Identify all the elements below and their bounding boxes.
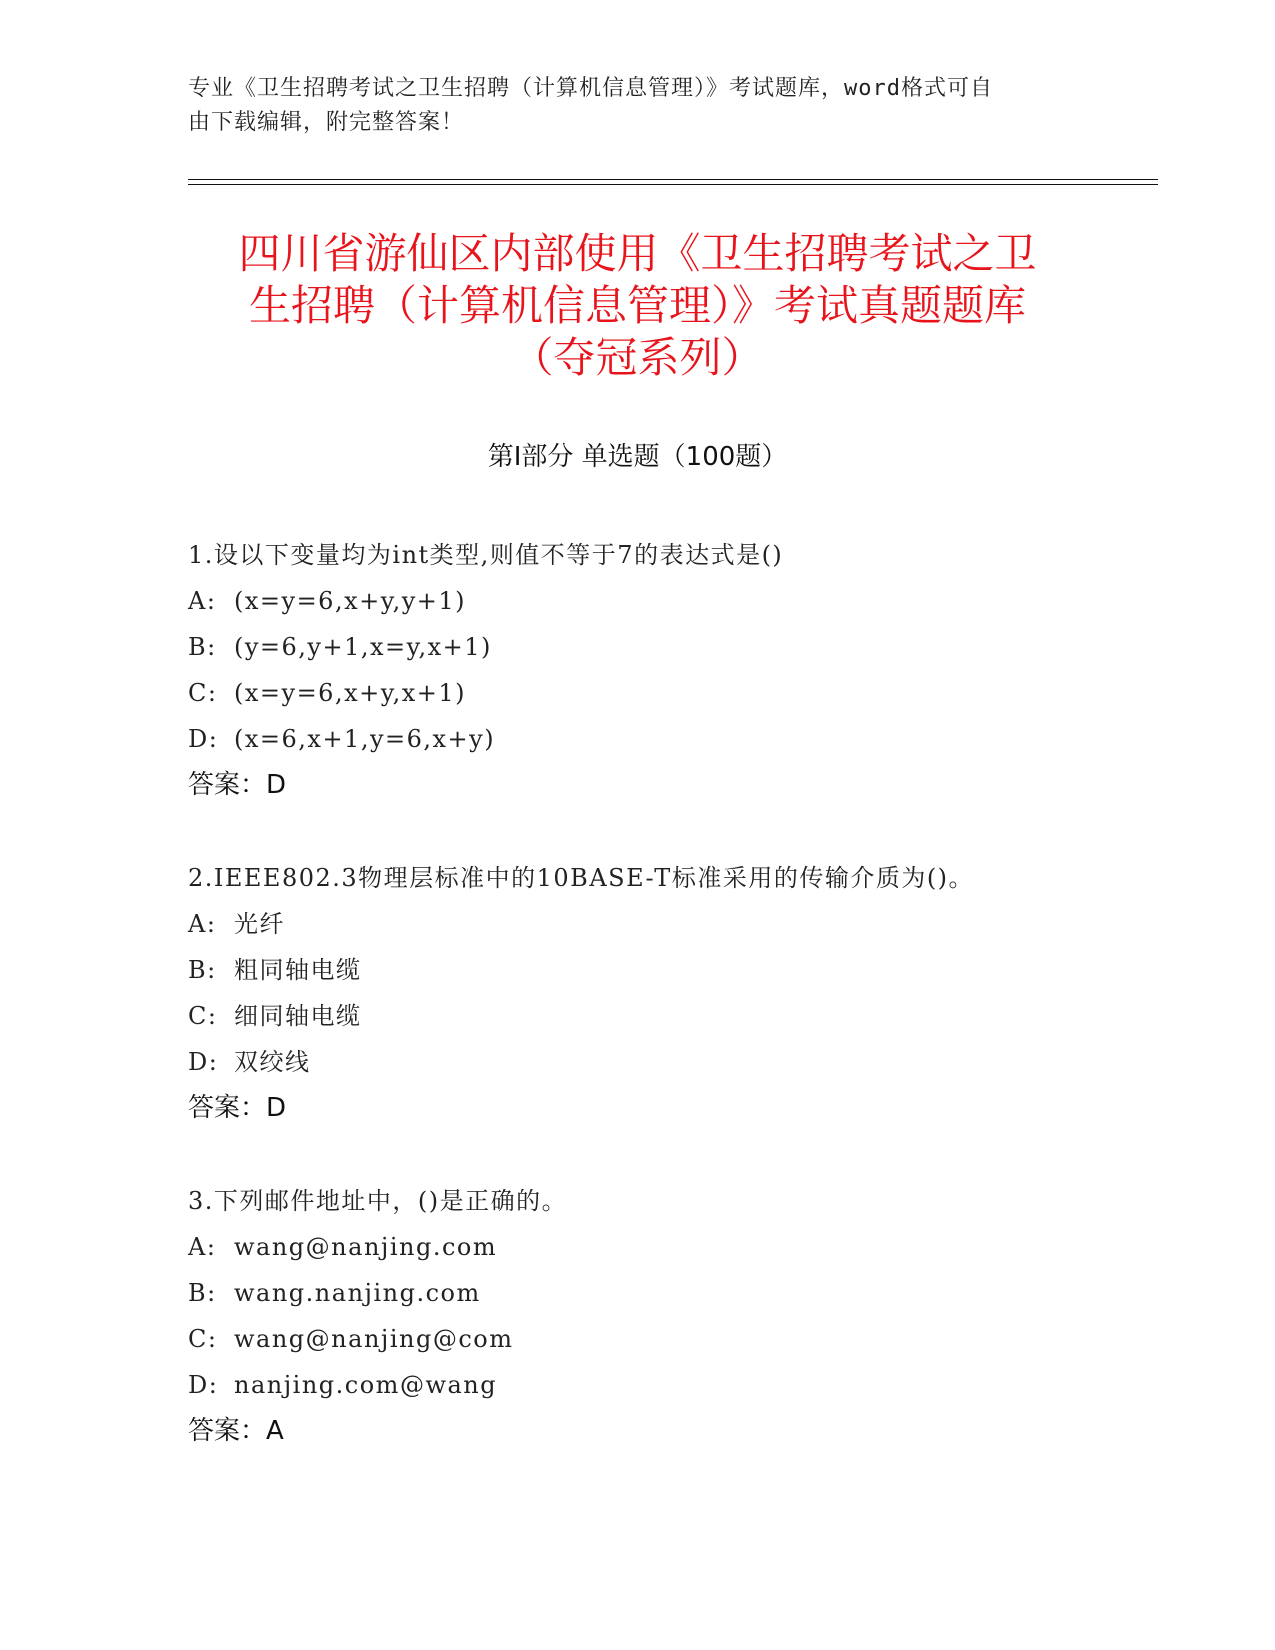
option-text: (x=y=6,x+y,y+1) <box>234 587 467 615</box>
option-key: B: <box>188 1279 217 1307</box>
document-title-line-3: （夺冠系列） <box>511 333 764 382</box>
question-stem: 3.下列邮件地址中，()是正确的。 <box>188 1187 568 1215</box>
answer: 答案：D <box>188 1093 287 1123</box>
option-text: wang.nanjing.com <box>234 1279 481 1307</box>
answer: 答案：A <box>188 1416 284 1446</box>
option-text: 光纤 <box>234 910 285 938</box>
option-text: (y=6,y+1,x=y,x+1) <box>234 633 492 661</box>
option-key: C: <box>188 1325 218 1353</box>
option-key: D: <box>188 725 219 753</box>
option-text: nanjing.com@wang <box>234 1371 498 1399</box>
document-title-line-2: 生招聘（计算机信息管理）》考试真题题库 <box>248 281 1026 330</box>
option-key: A: <box>188 1233 217 1261</box>
option-d <box>188 1039 1088 1085</box>
option-c <box>188 993 1088 1039</box>
option-c <box>188 1316 1088 1362</box>
question-1 <box>188 532 1088 808</box>
header-divider-thick <box>188 184 1158 185</box>
option-text: 粗同轴电缆 <box>234 956 362 984</box>
option-text: (x=y=6,x+y,x+1) <box>234 679 466 707</box>
header-note-line-1: 专业《卫生招聘考试之卫生招聘（计算机信息管理）》考试题库，word格式可自 <box>188 76 993 101</box>
option-key: A: <box>188 910 217 938</box>
option-text: wang@nanjing.com <box>234 1233 498 1261</box>
option-d <box>188 1362 1088 1408</box>
option-a <box>188 578 1088 624</box>
document-title-line-1: 四川省游仙区内部使用《卫生招聘考试之卫 <box>238 229 1037 278</box>
option-b <box>188 624 1088 670</box>
option-key: B: <box>188 633 217 661</box>
option-a <box>188 901 1088 947</box>
header-divider-thin <box>188 179 1158 180</box>
answer: 答案：D <box>188 770 287 800</box>
question-2 <box>188 855 1088 1131</box>
question-stem: 2.IEEE802.3物理层标准中的10BASE-T标准采用的传输介质为()。 <box>188 864 975 892</box>
option-d <box>188 716 1088 762</box>
section-title: 第Ⅰ部分 单选题（100题） <box>487 442 788 472</box>
option-a <box>188 1224 1088 1270</box>
option-b <box>188 947 1088 993</box>
option-key: A: <box>188 587 217 615</box>
option-text: 双绞线 <box>234 1048 311 1076</box>
option-text: (x=6,x+1,y=6,x+y) <box>234 725 496 753</box>
option-text: 细同轴电缆 <box>234 1002 362 1030</box>
option-key: D: <box>188 1048 219 1076</box>
document-title <box>180 228 1095 384</box>
option-key: C: <box>188 679 218 707</box>
option-key: C: <box>188 1002 218 1030</box>
question-3 <box>188 1178 1088 1454</box>
header-note <box>188 72 1068 140</box>
question-stem: 1.设以下变量均为int类型,则值不等于7的表达式是() <box>188 541 784 569</box>
option-key: B: <box>188 956 217 984</box>
header-note-line-2: 由下载编辑，附完整答案！ <box>188 110 465 135</box>
option-key: D: <box>188 1371 219 1399</box>
option-b <box>188 1270 1088 1316</box>
option-text: wang@nanjing@com <box>234 1325 514 1353</box>
option-c <box>188 670 1088 716</box>
